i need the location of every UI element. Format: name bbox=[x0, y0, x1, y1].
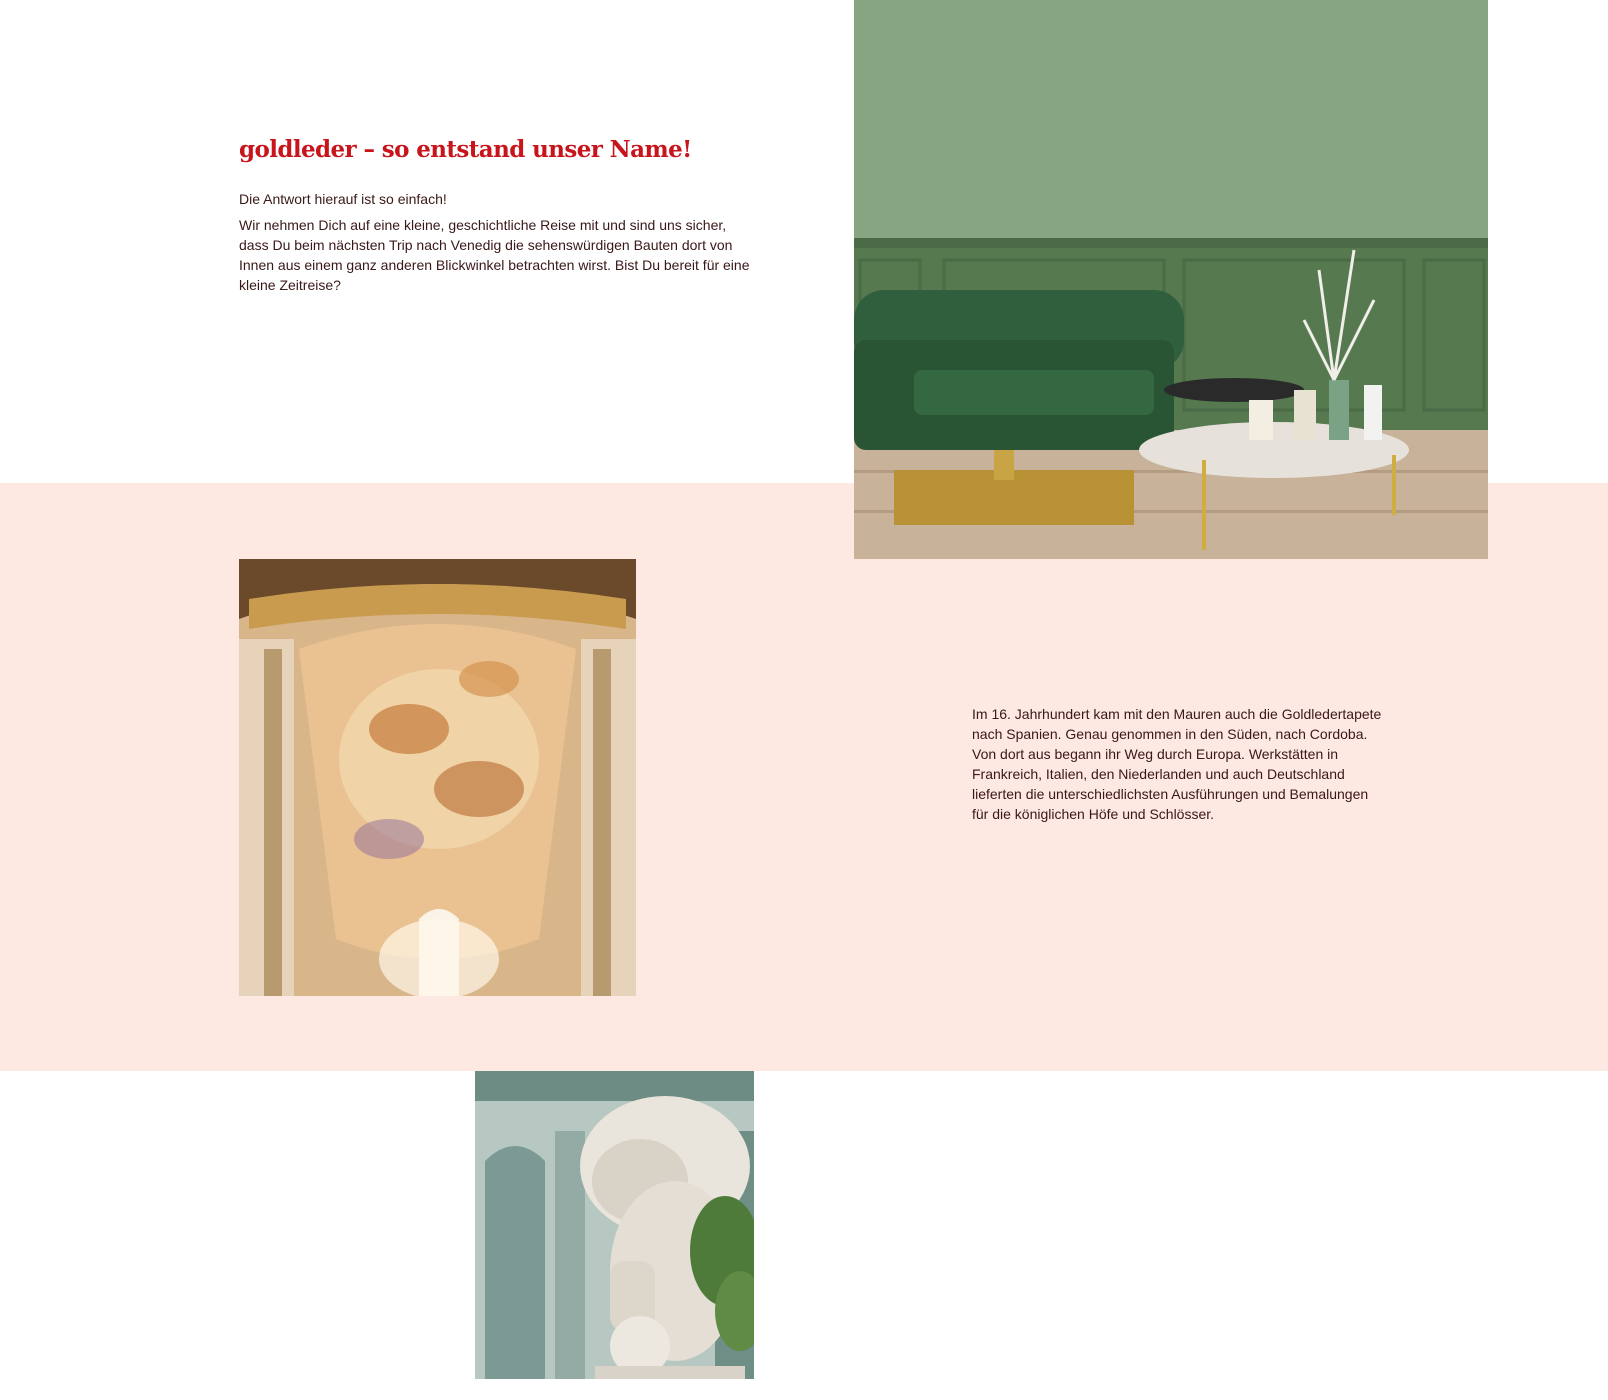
page-heading: goldleder – so entstand unser Name! bbox=[239, 136, 692, 163]
story-paragraph: Wir nehmen Dich auf eine kleine, geschichtliche Reise mit und sind uns sicher, dass Du beim nächsten Trip nach Venedig die sehenswürdigen Bauten dort von Innen aus einem ganz anderen Blickwinkel betrachten wirst. Bist Du bereit für eine kleine Zeitreise? bbox=[239, 217, 750, 293]
intro-text: Die Antwort hierauf ist so einfach! bbox=[239, 191, 447, 207]
marble-lion-statue-photo bbox=[475, 1071, 754, 1379]
green-velvet-armchair-photo bbox=[854, 0, 1488, 559]
baroque-ceiling-fresco-photo bbox=[239, 559, 636, 996]
history-paragraph: Im 16. Jahrhundert kam mit den Mauren auch die Goldledertapete nach Spanien. Genau genommen in den Süden, nach Cordoba. Von dort aus begann ihr Weg durch Europa. Werkstätten in Frankreich, Italien, den Niederlanden und auch Deutschland lieferten die unterschiedlichsten Ausführungen und Bemalungen für die königlichen Höfe und Schlösser. bbox=[972, 706, 1382, 822]
